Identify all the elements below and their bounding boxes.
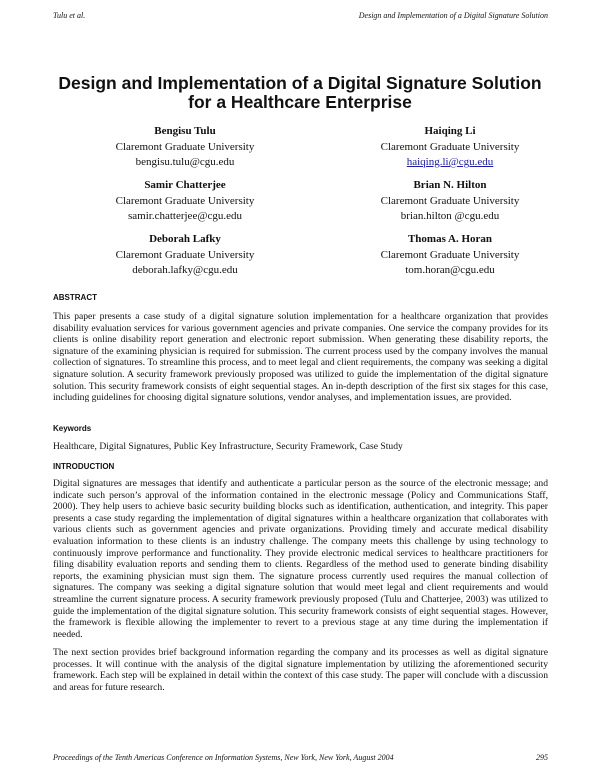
author-name: Samir Chatterjee [144,179,226,191]
paper-title [40,74,560,112]
author-name: Haiqing Li [424,125,476,137]
author-name: Thomas A. Horan [407,233,493,245]
page-number: 295 [536,753,548,762]
title-line-1: Design and Implementation of a Digital Signature Solution [58,73,542,93]
author-block [330,124,570,171]
keywords-text: Healthcare, Digital Signatures, Public Key Infrastructure, Security Framework, Case Study [53,441,403,452]
running-header-authors: Tulu et al. [53,11,86,20]
author-affiliation: Claremont Graduate University [115,194,255,207]
abstract-heading: ABSTRACT [53,293,97,302]
keywords-heading: Keywords [53,424,92,433]
author-affiliation: Claremont Graduate University [380,194,520,207]
author-block [330,178,570,225]
author-name: Deborah Lafky [149,233,221,245]
author-email: tom.horan@cgu.edu [405,264,495,276]
intro-paragraph-1: Digital signatures are messages that identify and authenticate a particular person as the source of the electronic message; and indicate such person’s approval of the information contained in the electronic message (Policy and Communications Staff, 2000). They help users to achieve basic security building blocks such as identification, authentication, and integrity. This paper presents a case study regarding the implementation of digital signatures within a healthcare organization that collaborates with various clients such as government agencies and private organizations. Providing timely and accurate medical disability evaluation information to these clients is an industry challenge. The company meets this challenge by using technology to continuously improve performance and functionality. They provide electronic medical services to healthcare practitioners for filing disability evaluation reports and sending them to clients. Regardless of the method used to generate binding disability reports, the examining physician must sign them. The signature process currently used requires the manual collection of signatures. The company was seeking a digital signature solution that would meet legal and client requirements and would streamline the current signature process. A security framework previously proposed (Tulu and Chatterjee, 2003) was utilized to guide the implementation of the digital signature solution. This security framework consists of eight sequential stages. However, the framework is flexible allowing the implementer to revert to a previous stage at any time during the implementation if needed. [53,478,548,640]
author-email: brian.hilton @cgu.edu [400,210,500,222]
author-name: Brian N. Hilton [413,179,487,191]
author-email: bengisu.tulu@cgu.edu [135,156,235,168]
author-block [330,232,570,279]
author-affiliation: Claremont Graduate University [115,248,255,261]
author-affiliation: Claremont Graduate University [380,248,520,261]
author-block [65,178,305,225]
abstract-text: This paper presents a case study of a digital signature solution implementation for a healthcare organization that provides disability evaluation services for various government agencies and private companies. One service the company provides for its clients is online disability report generation and electronic report submission. When generating these disability reports, the signature of the examining physician is required for submission. The current process used by the company involves the manual collection of signatures. To streamline this process, and to meet legal and client requirements, the company was seeking a digital signature solution. A security framework previously proposed was utilized to guide the implementation of the digital signature solution. This security framework consists of eight sequential stages. An in-depth description of the first six stages for this case, including guidelines for choosing digital signature solutions, vendor analyses, and implementation issues, are provided. [53,311,548,404]
intro-paragraph-2: The next section provides brief background information regarding the company and its processes as well as digital signature processes. It will continue with the analysis of the digital signature implementation by utilizing the aforementioned security framework. Each step will be explained in detail within the context of this case study. The paper will conclude with a discussion and areas for future research. [53,647,548,693]
author-email-link[interactable]: haiqing.li@cgu.edu [406,156,494,168]
author-affiliation: Claremont Graduate University [115,140,255,153]
author-email: samir.chatterjee@cgu.edu [128,210,242,222]
introduction-heading: INTRODUCTION [53,462,115,471]
author-email: deborah.lafky@cgu.edu [132,264,238,276]
author-block [65,124,305,171]
author-block [65,232,305,279]
running-header-title: Design and Implementation of a Digital Signature Solution [358,11,548,20]
footer-proceedings: Proceedings of the Tenth Americas Conference on Information Systems, New York, New York, August 2004 [53,753,394,762]
title-line-2: for a Healthcare Enterprise [188,92,412,112]
author-affiliation: Claremont Graduate University [380,140,520,153]
author-name: Bengisu Tulu [154,125,216,137]
